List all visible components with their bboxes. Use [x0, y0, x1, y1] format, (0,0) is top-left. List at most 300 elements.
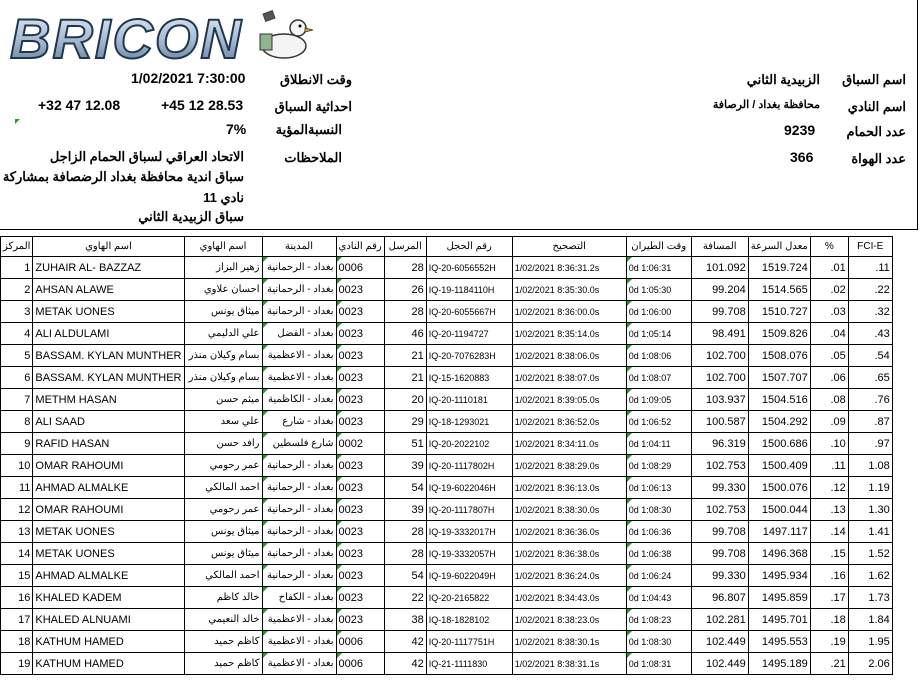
club-name-label: اسم النادي [847, 99, 906, 114]
table-row [1, 587, 893, 609]
cell-city: بغداد - الرحمانية [262, 543, 336, 565]
cell-percent: .11 [810, 455, 848, 477]
race-name-value: الزبيدية الثاني [746, 72, 820, 87]
table-row [1, 367, 893, 389]
cell-distance: 101.092 [691, 257, 748, 279]
cell-club-no: 0023 [336, 521, 384, 543]
cell-fancier-ar: احسان علاوي [184, 279, 262, 301]
cell-club-no: 0023 [336, 565, 384, 587]
cell-club-no: 0006 [336, 257, 384, 279]
cell-percent: .19 [810, 631, 848, 653]
cell-club-no: 0023 [336, 279, 384, 301]
cell-fancier-en: OMAR RAHOUMI [33, 455, 184, 477]
table-row [1, 323, 893, 345]
table-row [1, 411, 893, 433]
table-row [1, 543, 893, 565]
cell-rank: 4 [1, 323, 33, 345]
cell-ring-no: IQ-20-1117802H [426, 455, 512, 477]
table-row [1, 257, 893, 279]
cell-sent: 42 [384, 631, 426, 653]
cell-fancier-ar: ميثم حسن [184, 389, 262, 411]
cell-sent: 39 [384, 499, 426, 521]
cell-fancier-ar: ميثاق يونس [184, 543, 262, 565]
cell-sent: 28 [384, 301, 426, 323]
cell-fci: .97 [848, 433, 892, 455]
cell-distance: 102.700 [691, 367, 748, 389]
cell-fci: .87 [848, 411, 892, 433]
cell-sent: 29 [384, 411, 426, 433]
cell-flight-time: 0d 1:09:05 [626, 389, 691, 411]
cell-distance: 102.449 [691, 631, 748, 653]
cell-percent: .06 [810, 367, 848, 389]
cell-correction: 1/02/2021 8:35:14.0s [512, 323, 626, 345]
cell-ring-no: IQ-18-1293021 [426, 411, 512, 433]
cell-flight-time: 0d 1:08:06 [626, 345, 691, 367]
cell-fancier-ar: كاظم حميد [184, 653, 262, 675]
cell-fancier-en: AHSAN ALAWE [33, 279, 184, 301]
cell-fancier-ar: خالد كاظم [184, 587, 262, 609]
table-header-row [1, 237, 893, 257]
cell-speed: 1504.292 [748, 411, 810, 433]
cell-rank: 11 [1, 477, 33, 499]
cell-percent: .12 [810, 477, 848, 499]
col-header-fancier-ar: اسم الهاوي [184, 237, 262, 257]
pigeon-count-label: عدد الحمام [846, 124, 906, 139]
cell-city: بغداد - الرحمانية [262, 499, 336, 521]
cell-sent: 22 [384, 587, 426, 609]
cell-fancier-ar: علي سعد [184, 411, 262, 433]
cell-club-no: 0023 [336, 389, 384, 411]
notes-label: الملاحظات [284, 150, 342, 165]
cell-ring-no: IQ-19-3332057H [426, 543, 512, 565]
cell-speed: 1495.934 [748, 565, 810, 587]
cell-percent: .08 [810, 389, 848, 411]
cell-rank: 12 [1, 499, 33, 521]
cell-city: بغداد - الكاظمية [262, 389, 336, 411]
cell-rank: 16 [1, 587, 33, 609]
cell-club-no: 0002 [336, 433, 384, 455]
col-header-percent: % [810, 237, 848, 257]
cell-club-no: 0006 [336, 653, 384, 675]
cell-speed: 1495.859 [748, 587, 810, 609]
cell-fancier-en: KATHUM HAMED [33, 631, 184, 653]
cell-fci: 1.73 [848, 587, 892, 609]
cell-city: بغداد - الاعظمية [262, 653, 336, 675]
cell-flight-time: 0d 1:08:23 [626, 609, 691, 631]
table-row [1, 499, 893, 521]
cell-rank: 10 [1, 455, 33, 477]
cell-distance: 100.587 [691, 411, 748, 433]
cell-fancier-en: BASSAM. KYLAN MUNTHER [33, 367, 184, 389]
results-table [0, 236, 893, 675]
col-header-correction: التصحيح [512, 237, 626, 257]
cell-distance: 102.753 [691, 455, 748, 477]
col-header-fci: FCI-E [848, 237, 892, 257]
table-row [1, 565, 893, 587]
cell-club-no: 0023 [336, 367, 384, 389]
cell-sent: 46 [384, 323, 426, 345]
cell-sent: 21 [384, 367, 426, 389]
col-header-sent: المرسل [384, 237, 426, 257]
cell-ring-no: IQ-19-1184110H [426, 279, 512, 301]
table-row [1, 477, 893, 499]
cell-distance: 102.449 [691, 653, 748, 675]
notes-line-4: سباق الزبيدية الثاني [138, 209, 244, 224]
cell-ring-no: IQ-15-1620883 [426, 367, 512, 389]
cell-percent: .02 [810, 279, 848, 301]
cell-city: بغداد - الرحمانية [262, 455, 336, 477]
cell-flight-time: 0d 1:05:30 [626, 279, 691, 301]
percent-value: 7% [226, 121, 247, 137]
cell-fancier-ar: علي الدليمي [184, 323, 262, 345]
cell-fci: 1.62 [848, 565, 892, 587]
cell-fancier-en: ZUHAIR AL- BAZZAZ [33, 257, 184, 279]
bricon-logo [8, 6, 318, 66]
cell-distance: 102.753 [691, 499, 748, 521]
cell-rank: 9 [1, 433, 33, 455]
cell-speed: 1507.707 [748, 367, 810, 389]
cell-city: بغداد - الرحمانية [262, 565, 336, 587]
cell-fancier-en: KHALED KADEM [33, 587, 184, 609]
table-row [1, 609, 893, 631]
cell-rank: 3 [1, 301, 33, 323]
cell-distance: 99.708 [691, 521, 748, 543]
cell-fancier-ar: بسام وكيلان منذر [184, 345, 262, 367]
start-time-label: وقت الانطلاق [279, 72, 352, 87]
cell-speed: 1496.368 [748, 543, 810, 565]
cell-city: شارع فلسطين [262, 433, 336, 455]
cell-sent: 54 [384, 477, 426, 499]
cell-speed: 1504.516 [748, 389, 810, 411]
cell-rank: 17 [1, 609, 33, 631]
cell-percent: .09 [810, 411, 848, 433]
table-row [1, 653, 893, 675]
green-cell-marker [15, 119, 20, 124]
cell-fancier-en: AHMAD ALMALKE [33, 565, 184, 587]
cell-fancier-en: ALI ALDULAMI [33, 323, 184, 345]
cell-sent: 39 [384, 455, 426, 477]
cell-sent: 28 [384, 543, 426, 565]
cell-ring-no: IQ-20-2022102 [426, 433, 512, 455]
cell-ring-no: IQ-20-7076283H [426, 345, 512, 367]
cell-ring-no: IQ-20-6056552H [426, 257, 512, 279]
cell-speed: 1514.565 [748, 279, 810, 301]
cell-fci: 1.08 [848, 455, 892, 477]
cell-percent: .17 [810, 587, 848, 609]
cell-sent: 54 [384, 565, 426, 587]
cell-fancier-ar: بسام وكيلان منذر [184, 367, 262, 389]
cell-city: بغداد - الرحمانية [262, 279, 336, 301]
cell-correction: 1/02/2021 8:35:30.0s [512, 279, 626, 301]
cell-city: بغداد - الاعظمية [262, 631, 336, 653]
cell-fci: .11 [848, 257, 892, 279]
cell-rank: 5 [1, 345, 33, 367]
cell-club-no: 0023 [336, 345, 384, 367]
cell-city: بغداد - الرحمانية [262, 257, 336, 279]
cell-club-no: 0023 [336, 587, 384, 609]
cell-correction: 1/02/2021 8:34:43.0s [512, 587, 626, 609]
cell-percent: .21 [810, 653, 848, 675]
cell-speed: 1500.044 [748, 499, 810, 521]
cell-flight-time: 0d 1:04:43 [626, 587, 691, 609]
cell-fancier-en: METAK UONES [33, 301, 184, 323]
cell-percent: .05 [810, 345, 848, 367]
cell-speed: 1509.826 [748, 323, 810, 345]
col-header-distance: المسافة [691, 237, 748, 257]
cell-fci: .22 [848, 279, 892, 301]
cell-city: بغداد - الرحمانية [262, 477, 336, 499]
cell-percent: .10 [810, 433, 848, 455]
cell-fci: .76 [848, 389, 892, 411]
cell-rank: 1 [1, 257, 33, 279]
col-header-fancier-en: اسم الهاوي [33, 237, 184, 257]
cell-fci: 1.41 [848, 521, 892, 543]
col-header-ring-no: رقم الحجل [426, 237, 512, 257]
cell-rank: 7 [1, 389, 33, 411]
cell-fancier-en: METAK UONES [33, 521, 184, 543]
cell-city: بغداد - الاعظمية [262, 367, 336, 389]
cell-city: بغداد - شارع [262, 411, 336, 433]
cell-correction: 1/02/2021 8:38:30.1s [512, 631, 626, 653]
cell-flight-time: 0d 1:06:00 [626, 301, 691, 323]
cell-speed: 1500.409 [748, 455, 810, 477]
cell-correction: 1/02/2021 8:38:07.0s [512, 367, 626, 389]
pigeon-count-value: 9239 [784, 122, 816, 138]
cell-distance: 99.204 [691, 279, 748, 301]
cell-club-no: 0023 [336, 543, 384, 565]
cell-fci: 2.06 [848, 653, 892, 675]
notes-line-2: سباق اندية محافظة بغداد الرضصافة بمشاركة [2, 169, 244, 184]
cell-rank: 2 [1, 279, 33, 301]
cell-fancier-ar: كاظم حميد [184, 631, 262, 653]
cell-correction: 1/02/2021 8:38:31.1s [512, 653, 626, 675]
cell-correction: 1/02/2021 8:39:05.0s [512, 389, 626, 411]
fancier-count-value: 366 [790, 149, 814, 165]
fancier-count-label: عدد الهواة [851, 151, 906, 166]
cell-speed: 1519.724 [748, 257, 810, 279]
cell-flight-time: 0d 1:06:24 [626, 565, 691, 587]
col-header-rank: المركز [1, 237, 33, 257]
cell-correction: 1/02/2021 8:38:23.0s [512, 609, 626, 631]
cell-club-no: 0023 [336, 609, 384, 631]
col-header-speed: معدل السرعة [748, 237, 810, 257]
cell-fancier-en: AHMAD ALMALKE [33, 477, 184, 499]
cell-flight-time: 0d 1:05:14 [626, 323, 691, 345]
cell-sent: 28 [384, 521, 426, 543]
cell-speed: 1500.686 [748, 433, 810, 455]
cell-fci: .65 [848, 367, 892, 389]
cell-flight-time: 0d 1:08:30 [626, 499, 691, 521]
cell-ring-no: IQ-20-2165822 [426, 587, 512, 609]
cell-fci: .43 [848, 323, 892, 345]
cell-percent: .04 [810, 323, 848, 345]
cell-distance: 99.330 [691, 477, 748, 499]
cell-sent: 42 [384, 653, 426, 675]
cell-sent: 21 [384, 345, 426, 367]
cell-correction: 1/02/2021 8:36:36.0s [512, 521, 626, 543]
cell-flight-time: 0d 1:06:38 [626, 543, 691, 565]
cell-city: بغداد - الرحمانية [262, 301, 336, 323]
cell-sent: 28 [384, 257, 426, 279]
cell-fci: 1.84 [848, 609, 892, 631]
cell-distance: 99.330 [691, 565, 748, 587]
cell-ring-no: IQ-19-6022049H [426, 565, 512, 587]
cell-flight-time: 0d 1:06:31 [626, 257, 691, 279]
cell-speed: 1508.076 [748, 345, 810, 367]
cell-flight-time: 0d 1:06:52 [626, 411, 691, 433]
club-name-value: محافظة بغداد / الرصافة [712, 99, 820, 111]
cell-percent: .18 [810, 609, 848, 631]
cell-fci: 1.95 [848, 631, 892, 653]
cell-city: بغداد - الكفاح [262, 587, 336, 609]
cell-correction: 1/02/2021 8:34:11.0s [512, 433, 626, 455]
table-row [1, 279, 893, 301]
cell-fci: 1.30 [848, 499, 892, 521]
cell-club-no: 0023 [336, 323, 384, 345]
cell-correction: 1/02/2021 8:36:38.0s [512, 543, 626, 565]
col-header-club-no: رقم النادي [336, 237, 384, 257]
cell-city: بغداد - الاعظمية [262, 609, 336, 631]
cell-speed: 1495.189 [748, 653, 810, 675]
cell-distance: 99.708 [691, 543, 748, 565]
cell-fancier-en: OMAR RAHOUMI [33, 499, 184, 521]
cell-fancier-en: KATHUM HAMED [33, 653, 184, 675]
cell-correction: 1/02/2021 8:36:52.0s [512, 411, 626, 433]
coords-label: احداثية السباق [274, 99, 352, 114]
cell-distance: 103.937 [691, 389, 748, 411]
cell-speed: 1495.701 [748, 609, 810, 631]
cell-club-no: 0006 [336, 631, 384, 653]
cell-rank: 13 [1, 521, 33, 543]
table-row [1, 631, 893, 653]
cell-correction: 1/02/2021 8:36:00.0s [512, 301, 626, 323]
cell-city: بغداد - الاعظمية [262, 345, 336, 367]
coords-lat-value: +45 12 28.53 [161, 97, 244, 113]
cell-speed: 1497.117 [748, 521, 810, 543]
cell-club-no: 0023 [336, 301, 384, 323]
cell-distance: 98.491 [691, 323, 748, 345]
cell-fancier-ar: عمر رحومي [184, 455, 262, 477]
cell-percent: .14 [810, 521, 848, 543]
cell-rank: 8 [1, 411, 33, 433]
cell-fancier-ar: عمر رحومي [184, 499, 262, 521]
cell-correction: 1/02/2021 8:38:06.0s [512, 345, 626, 367]
cell-ring-no: IQ-19-6022046H [426, 477, 512, 499]
col-header-city: المدينة [262, 237, 336, 257]
cell-rank: 18 [1, 631, 33, 653]
cell-distance: 96.319 [691, 433, 748, 455]
cell-fancier-en: KHALED ALNUAMI [33, 609, 184, 631]
cell-rank: 6 [1, 367, 33, 389]
cell-club-no: 0023 [336, 477, 384, 499]
cell-distance: 99.708 [691, 301, 748, 323]
notes-line-3: نادي 11 [203, 190, 244, 205]
cell-percent: .03 [810, 301, 848, 323]
cell-correction: 1/02/2021 8:38:30.0s [512, 499, 626, 521]
cell-flight-time: 0d 1:08:30 [626, 631, 691, 653]
col-header-flight-time: وقت الطيران [626, 237, 691, 257]
cell-correction: 1/02/2021 8:36:13.0s [512, 477, 626, 499]
cell-fancier-ar: رافد حسن [184, 433, 262, 455]
cell-city: بغداد - الرحمانية [262, 521, 336, 543]
cell-fci: .32 [848, 301, 892, 323]
cell-flight-time: 0d 1:04:11 [626, 433, 691, 455]
cell-city: بغداد - الفضل [262, 323, 336, 345]
table-row [1, 301, 893, 323]
cell-ring-no: IQ-20-1117751H [426, 631, 512, 653]
pigeon-mascot-icon [260, 11, 313, 58]
cell-percent: .13 [810, 499, 848, 521]
cell-fci: .54 [848, 345, 892, 367]
cell-flight-time: 0d 1:08:07 [626, 367, 691, 389]
cell-fancier-ar: احمد المالكي [184, 477, 262, 499]
start-time-value: 1/02/2021 7:30:00 [131, 70, 246, 86]
cell-ring-no: IQ-21-1111830 [426, 653, 512, 675]
cell-club-no: 0023 [336, 411, 384, 433]
cell-distance: 102.700 [691, 345, 748, 367]
cell-distance: 96.807 [691, 587, 748, 609]
cell-rank: 15 [1, 565, 33, 587]
cell-ring-no: IQ-20-1110181 [426, 389, 512, 411]
cell-speed: 1510.727 [748, 301, 810, 323]
cell-fancier-en: METAK UONES [33, 543, 184, 565]
cell-fancier-ar: خالد النعيمي [184, 609, 262, 631]
race-name-label: اسم السباق [842, 72, 906, 87]
cell-flight-time: 0d 1:08:31 [626, 653, 691, 675]
cell-correction: 1/02/2021 8:36:24.0s [512, 565, 626, 587]
table-row [1, 455, 893, 477]
cell-sent: 26 [384, 279, 426, 301]
table-row [1, 521, 893, 543]
notes-line-1: الاتحاد العراقي لسباق الحمام الزاجل [49, 149, 244, 164]
cell-fancier-ar: ميثاق يونس [184, 301, 262, 323]
table-row [1, 389, 893, 411]
cell-fci: 1.52 [848, 543, 892, 565]
cell-sent: 20 [384, 389, 426, 411]
cell-percent: .16 [810, 565, 848, 587]
cell-sent: 51 [384, 433, 426, 455]
cell-fancier-ar: ميثاق يونس [184, 521, 262, 543]
coords-lon-value: +32 47 12.08 [38, 97, 121, 113]
cell-ring-no: IQ-19-3332017H [426, 521, 512, 543]
cell-club-no: 0023 [336, 499, 384, 521]
cell-speed: 1500.076 [748, 477, 810, 499]
table-row [1, 345, 893, 367]
cell-ring-no: IQ-18-1828102 [426, 609, 512, 631]
cell-fancier-en: BASSAM. KYLAN MUNTHER [33, 345, 184, 367]
cell-correction: 1/02/2021 8:36:31.2s [512, 257, 626, 279]
cell-distance: 102.281 [691, 609, 748, 631]
cell-fancier-ar: زهير البزاز [184, 257, 262, 279]
cell-percent: .15 [810, 543, 848, 565]
cell-rank: 14 [1, 543, 33, 565]
cell-ring-no: IQ-20-6055667H [426, 301, 512, 323]
cell-speed: 1495.553 [748, 631, 810, 653]
table-row [1, 433, 893, 455]
cell-fci: 1.19 [848, 477, 892, 499]
cell-correction: 1/02/2021 8:38:29.0s [512, 455, 626, 477]
cell-fancier-en: ALI SAAD [33, 411, 184, 433]
cell-fancier-ar: احمد المالكي [184, 565, 262, 587]
svg-text:BRICON: BRICON [10, 7, 243, 66]
cell-flight-time: 0d 1:06:13 [626, 477, 691, 499]
cell-sent: 38 [384, 609, 426, 631]
cell-club-no: 0023 [336, 455, 384, 477]
cell-fancier-en: METHM HASAN [33, 389, 184, 411]
cell-ring-no: IQ-20-1194727 [426, 323, 512, 345]
cell-percent: .01 [810, 257, 848, 279]
cell-ring-no: IQ-20-1117807H [426, 499, 512, 521]
